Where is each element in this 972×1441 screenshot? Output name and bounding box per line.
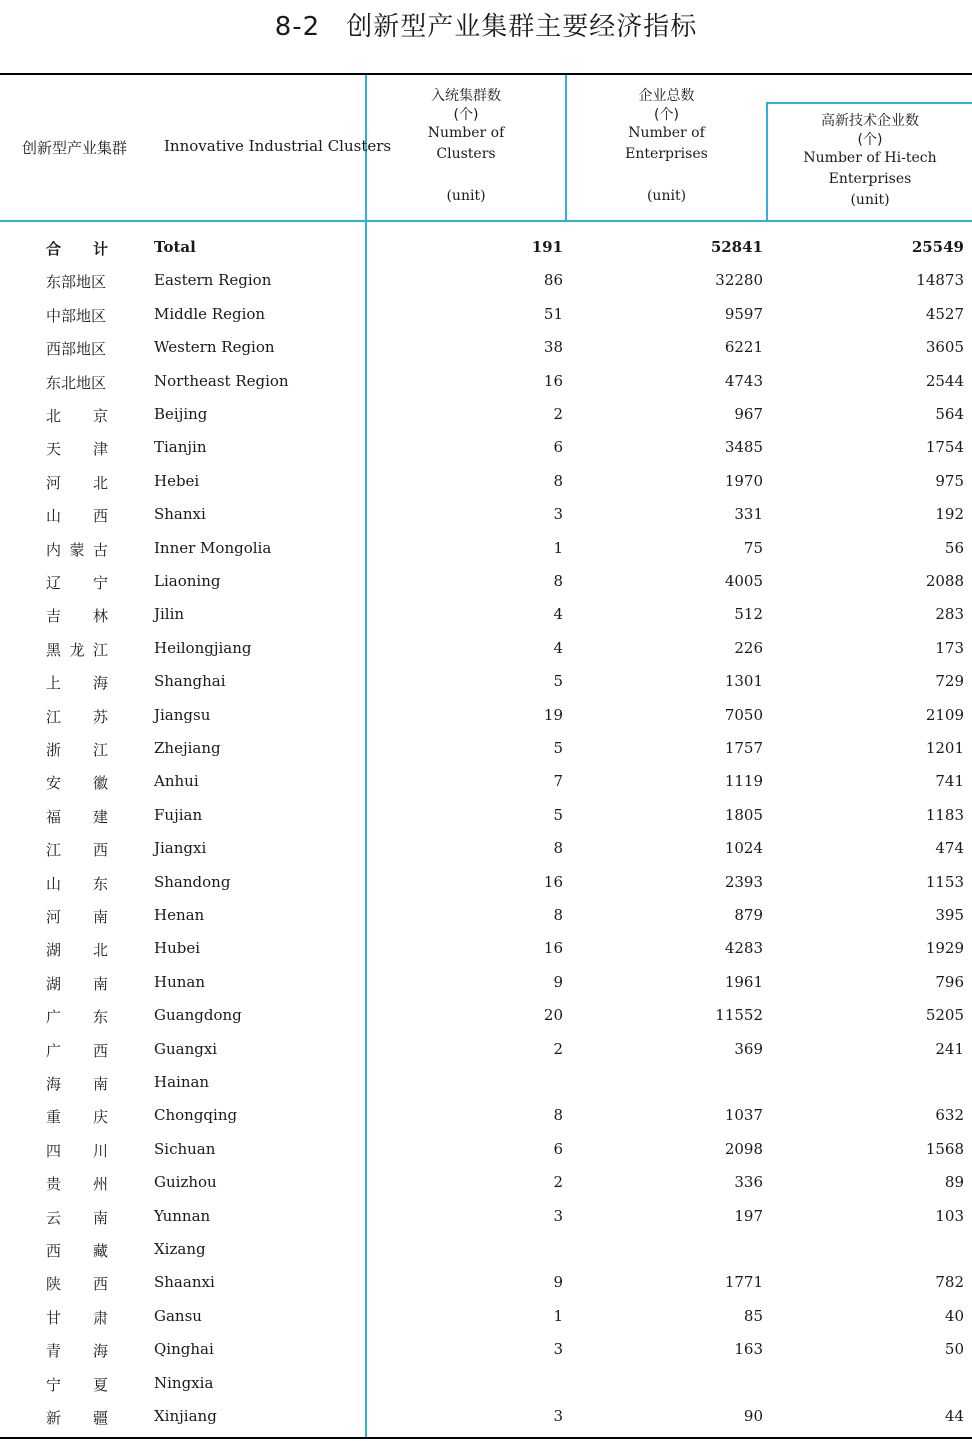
enterprises-value: 1119	[724, 772, 763, 791]
enterprises-value: 2393	[724, 872, 763, 891]
row-name-en: Gansu	[154, 1306, 202, 1325]
enterprises-value: 11552	[715, 1006, 763, 1025]
hitech-value: 1929	[925, 939, 964, 958]
enterprises-value: 369	[734, 1039, 763, 1058]
hitech-value: 474	[935, 839, 964, 858]
hitech-value: 5205	[925, 1006, 964, 1025]
clusters-value: 5	[553, 672, 563, 691]
enterprises-value: 32280	[715, 271, 763, 290]
col1-header-en1: Number of	[427, 125, 505, 141]
row-name-en: Liaoning	[154, 572, 221, 590]
row-name-zh: 甘 肃	[46, 1308, 108, 1327]
hitech-value: 3605	[925, 338, 964, 357]
table-row	[0, 699, 972, 732]
hitech-value: 2088	[925, 572, 964, 590]
table-row	[0, 264, 972, 297]
top-rule	[0, 73, 972, 75]
table-row	[0, 398, 972, 431]
hitech-value: 173	[935, 638, 964, 657]
row-name-en: Ningxia	[154, 1373, 214, 1392]
enterprises-value: 52841	[710, 238, 763, 256]
row-name-zh: 云 南	[46, 1208, 108, 1227]
header-bottom-rule	[0, 220, 972, 222]
row-name-zh: 天 津	[46, 440, 108, 459]
hitech-value: 103	[935, 1206, 964, 1225]
row-name-zh: 江 西	[46, 841, 108, 860]
row-name-zh: 广 东	[46, 1008, 108, 1027]
clusters-value: 19	[543, 705, 563, 724]
table-row	[0, 832, 972, 865]
hitech-value: 14873	[916, 271, 964, 290]
table-row	[0, 598, 972, 631]
clusters-value: 9	[553, 1273, 563, 1292]
row-name-en: Hainan	[154, 1073, 210, 1091]
clusters-value: 16	[543, 872, 563, 891]
bottom-rule	[0, 1437, 972, 1439]
row-name-zh: 海 南	[46, 1075, 108, 1093]
table-row	[0, 1133, 972, 1166]
enterprises-value: 1970	[724, 471, 763, 490]
row-name-zh: 广 西	[46, 1041, 108, 1060]
col3-unit-zh: (个)	[857, 132, 883, 148]
table-row	[0, 866, 972, 899]
clusters-value: 3	[553, 505, 563, 524]
clusters-value: 9	[553, 972, 563, 991]
clusters-value: 5	[553, 805, 563, 824]
table-row	[0, 231, 972, 264]
row-name-zh: 内 蒙 古	[46, 540, 108, 559]
col3-unit-en: (unit)	[850, 192, 890, 208]
table-row	[0, 732, 972, 765]
page-title	[0, 6, 972, 43]
table-row	[0, 1333, 972, 1366]
col3-header-top-rule	[766, 102, 972, 104]
clusters-value: 6	[553, 1139, 563, 1158]
row-name-zh: 辽 宁	[46, 574, 108, 592]
row-name-en: Shandong	[154, 872, 231, 891]
row-name-zh: 合 计	[46, 240, 108, 258]
clusters-value: 8	[553, 839, 563, 858]
table-row	[0, 932, 972, 965]
clusters-value: 8	[553, 906, 563, 924]
stub-header-en: Innovative Industrial Clusters	[164, 137, 392, 155]
hitech-value: 56	[944, 538, 964, 557]
row-name-en: Anhui	[154, 772, 199, 791]
table-row	[0, 799, 972, 832]
enterprises-value: 1037	[724, 1106, 763, 1125]
enterprises-value: 2098	[724, 1139, 763, 1158]
row-name-en: Northeast Region	[154, 371, 289, 390]
table-row	[0, 1233, 972, 1266]
row-name-en: Fujian	[154, 805, 203, 824]
row-name-en: Hunan	[154, 972, 206, 991]
row-name-zh: 陕 西	[46, 1275, 108, 1294]
hitech-value: 2109	[925, 705, 964, 724]
table-row	[0, 999, 972, 1032]
enterprises-value: 163	[734, 1340, 763, 1359]
hitech-value: 283	[935, 605, 964, 624]
row-name-en: Yunnan	[154, 1206, 211, 1225]
col3-header-zh: 高新技术企业数	[821, 113, 919, 129]
row-name-zh: 山 东	[46, 874, 108, 893]
row-name-zh: 新 疆	[46, 1409, 108, 1427]
row-name-zh: 重 庆	[46, 1108, 108, 1127]
enterprises-value: 1771	[724, 1273, 763, 1292]
hitech-value: 1754	[925, 438, 964, 457]
enterprises-value: 331	[734, 505, 763, 524]
stub-header-zh: 创新型产业集群	[22, 139, 128, 157]
enterprises-value: 1301	[724, 672, 763, 691]
row-name-en: Total	[154, 238, 196, 256]
table-row	[0, 1367, 972, 1400]
hitech-value: 192	[935, 505, 964, 524]
row-name-en: Jilin	[154, 605, 185, 624]
hitech-value: 4527	[925, 304, 964, 323]
row-name-zh: 河 南	[46, 908, 108, 926]
row-name-zh: 福 建	[46, 807, 108, 826]
enterprises-value: 512	[734, 605, 763, 624]
row-name-zh: 吉 林	[46, 607, 108, 626]
row-name-zh: 四 川	[46, 1141, 108, 1160]
hitech-value: 632	[935, 1106, 964, 1125]
row-name-en: Xizang	[154, 1240, 206, 1258]
clusters-value: 86	[543, 271, 563, 290]
col3-header-en1: Number of Hi-tech	[803, 150, 937, 166]
col1-unit-zh: (个)	[453, 107, 479, 123]
hitech-value: 25549	[911, 238, 964, 256]
table-title: 创新型产业集群主要经济指标	[346, 12, 698, 42]
enterprises-value: 1961	[724, 972, 763, 991]
enterprises-value: 85	[743, 1306, 763, 1325]
clusters-value: 8	[553, 471, 563, 490]
col2-unit-en: (unit)	[646, 188, 687, 204]
row-name-zh: 东部地区	[46, 273, 107, 292]
row-name-en: Hubei	[154, 939, 201, 958]
row-name-en: Tianjin	[154, 438, 207, 457]
table-row	[0, 765, 972, 798]
hitech-value: 564	[935, 405, 964, 423]
row-name-zh: 浙 江	[46, 741, 108, 759]
table-row	[0, 1300, 972, 1333]
enterprises-value: 7050	[724, 705, 763, 724]
enterprises-value: 1757	[724, 739, 763, 757]
clusters-value: 5	[553, 739, 563, 757]
row-name-en: Western Region	[154, 338, 275, 357]
clusters-value: 2	[553, 1039, 563, 1058]
hitech-value: 1183	[925, 805, 964, 824]
table-row	[0, 532, 972, 565]
clusters-value: 191	[531, 238, 563, 256]
table-row	[0, 1266, 972, 1299]
hitech-value: 782	[935, 1273, 964, 1292]
col1-header	[367, 86, 565, 207]
row-name-en: Eastern Region	[154, 271, 272, 290]
clusters-value: 3	[553, 1340, 563, 1359]
table-row	[0, 565, 972, 598]
row-name-en: Guangxi	[154, 1039, 218, 1058]
row-name-en: Jiangsu	[154, 705, 211, 724]
enterprises-value: 4005	[724, 572, 763, 590]
table-row	[0, 1400, 972, 1433]
row-name-en: Middle Region	[154, 304, 266, 323]
hitech-value: 729	[935, 672, 964, 691]
clusters-value: 38	[543, 338, 563, 357]
table-number: 8-2	[274, 12, 321, 42]
table-row	[0, 498, 972, 531]
col1-unit-en: (unit)	[446, 188, 486, 204]
row-name-en: Xinjiang	[154, 1407, 217, 1425]
row-name-en: Heilongjiang	[154, 638, 252, 657]
col1-header-en2: Clusters	[436, 146, 496, 162]
enterprises-value: 226	[734, 638, 763, 657]
hitech-value: 40	[944, 1306, 964, 1325]
enterprises-value: 336	[734, 1173, 763, 1192]
clusters-value: 4	[553, 605, 563, 624]
hitech-value: 741	[935, 772, 964, 791]
row-name-zh: 湖 北	[46, 941, 108, 960]
row-name-zh: 江 苏	[46, 707, 108, 726]
enterprises-value: 3485	[724, 438, 763, 457]
row-name-en: Sichuan	[154, 1139, 216, 1158]
row-name-zh: 中部地区	[46, 306, 107, 325]
row-name-zh: 山 西	[46, 507, 108, 526]
hitech-value: 89	[944, 1173, 964, 1192]
table-row	[0, 365, 972, 398]
clusters-value: 3	[553, 1206, 563, 1225]
table-row	[0, 899, 972, 932]
col2-header-zh: 企业总数	[638, 88, 695, 104]
clusters-value: 6	[553, 438, 563, 457]
col2-header-en2: Enterprises	[625, 146, 708, 162]
col2-header	[567, 86, 766, 207]
hitech-value: 796	[935, 972, 964, 991]
table-row	[0, 465, 972, 498]
hitech-value: 395	[935, 906, 964, 924]
clusters-value: 20	[543, 1006, 563, 1025]
row-name-en: Inner Mongolia	[154, 538, 272, 557]
col3-header-en2: Enterprises	[828, 171, 912, 187]
enterprises-value: 1024	[724, 839, 763, 858]
table-row	[0, 331, 972, 364]
col2-unit-zh: (个)	[654, 107, 679, 123]
enterprises-value: 879	[734, 906, 763, 924]
row-name-en: Henan	[154, 906, 205, 924]
row-name-zh: 河 北	[46, 473, 108, 492]
table-row	[0, 966, 972, 999]
row-name-en: Shanxi	[154, 505, 206, 524]
row-name-en: Qinghai	[154, 1340, 214, 1359]
clusters-value: 7	[553, 772, 563, 791]
enterprises-value: 6221	[724, 338, 763, 357]
enterprises-value: 9597	[724, 304, 763, 323]
row-name-en: Beijing	[154, 405, 208, 423]
enterprises-value: 90	[743, 1407, 763, 1425]
enterprises-value: 967	[734, 405, 763, 423]
clusters-value: 2	[553, 1173, 563, 1192]
row-name-zh: 宁 夏	[46, 1375, 108, 1394]
row-name-zh: 西部地区	[46, 340, 107, 359]
clusters-value: 1	[553, 538, 563, 557]
hitech-value: 1201	[925, 739, 964, 757]
clusters-value: 3	[553, 1407, 563, 1425]
clusters-value: 16	[543, 371, 563, 390]
row-name-en: Jiangxi	[154, 839, 207, 858]
row-name-zh: 黑 龙 江	[46, 640, 108, 659]
table-row	[0, 1066, 972, 1099]
row-name-en: Hebei	[154, 471, 200, 490]
row-name-zh: 青 海	[46, 1342, 108, 1361]
enterprises-value: 4743	[724, 371, 763, 390]
table-row	[0, 1166, 972, 1199]
col2-header-en1: Number of	[628, 125, 705, 141]
hitech-value: 50	[944, 1340, 964, 1359]
table-row	[0, 632, 972, 665]
row-name-en: Zhejiang	[154, 739, 221, 757]
col1-header-zh: 入统集群数	[431, 88, 501, 104]
clusters-value: 16	[543, 939, 563, 958]
col3-header	[768, 111, 972, 210]
row-name-en: Shaanxi	[154, 1273, 215, 1292]
clusters-value: 4	[553, 638, 563, 657]
row-name-zh: 北 京	[46, 407, 108, 425]
hitech-value: 241	[935, 1039, 964, 1058]
row-name-zh: 东北地区	[46, 373, 107, 392]
table-row	[0, 431, 972, 464]
table-row	[0, 1200, 972, 1233]
row-name-en: Chongqing	[154, 1106, 238, 1125]
hitech-value: 975	[935, 471, 964, 490]
enterprises-value: 1805	[724, 805, 763, 824]
enterprises-value: 197	[734, 1206, 763, 1225]
enterprises-value: 4283	[724, 939, 763, 958]
hitech-value: 2544	[925, 371, 964, 390]
row-name-en: Shanghai	[154, 672, 226, 691]
row-name-en: Guizhou	[154, 1173, 217, 1192]
enterprises-value: 75	[743, 538, 763, 557]
table-row	[0, 1099, 972, 1132]
clusters-value: 1	[553, 1306, 563, 1325]
table-row	[0, 1033, 972, 1066]
hitech-value: 1153	[925, 872, 964, 891]
clusters-value: 2	[553, 405, 563, 423]
table-row	[0, 665, 972, 698]
table-row	[0, 298, 972, 331]
clusters-value: 8	[553, 572, 563, 590]
clusters-value: 8	[553, 1106, 563, 1125]
row-name-zh: 湖 南	[46, 974, 108, 993]
row-name-zh: 上 海	[46, 674, 108, 693]
row-name-zh: 西 藏	[46, 1242, 108, 1260]
hitech-value: 1568	[925, 1139, 964, 1158]
clusters-value: 51	[543, 304, 563, 323]
hitech-value: 44	[944, 1407, 964, 1425]
row-name-en: Guangdong	[154, 1006, 242, 1025]
row-name-zh: 安 徽	[46, 774, 108, 793]
row-name-zh: 贵 州	[46, 1175, 108, 1194]
